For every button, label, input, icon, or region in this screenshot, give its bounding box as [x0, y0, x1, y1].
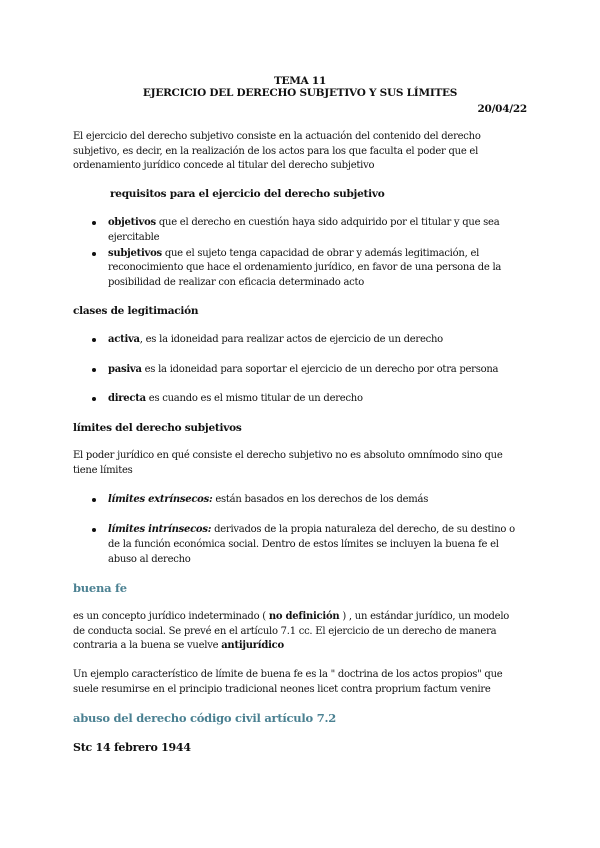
- item-continuation: reconocimiento que hace el ordenamiento jurídico, en favor de una persona de la: [108, 262, 502, 273]
- legitimacion-item-activa: [108, 333, 443, 347]
- intro-line: subjetivo, es decir, en la realización de los actos para los que faculta el poder que el: [73, 146, 479, 157]
- text: ) , un estándar jurídico, un modelo: [339, 611, 510, 622]
- buena-fe-heading: buena fe: [73, 581, 127, 595]
- legitimacion-heading: clases de legitimación: [73, 305, 199, 317]
- emphasis: no definición: [268, 611, 340, 622]
- buena-fe-line: [73, 610, 509, 624]
- intro-line: El ejercicio del derecho subjetivo consiste en la actuación del contenido del derecho: [73, 131, 481, 142]
- requisitos-heading: requisitos para el ejercicio del derecho subjetivo: [110, 188, 385, 200]
- document-date: 20/04/22: [477, 103, 527, 115]
- legitimacion-item-directa: [108, 392, 363, 406]
- limites-intro-line: tiene límites: [73, 465, 133, 476]
- item-text: es la idoneidad para soportar el ejercicio de un derecho por otra persona: [141, 364, 499, 375]
- term: límites intrínsecos:: [108, 524, 212, 535]
- item-text: derivados de la propia naturaleza del derecho, de su destino o: [211, 524, 515, 535]
- item-continuation: posibilidad de realizar con eficacia determinado acto: [108, 277, 365, 288]
- term: directa: [108, 393, 146, 404]
- limites-item-extrinsecos: [108, 493, 428, 507]
- document-title: EJERCICIO DEL DERECHO SUBJETIVO Y SUS LÍMITES: [142, 87, 458, 99]
- term: objetivos: [108, 217, 156, 228]
- stc-reference: Stc 14 febrero 1944: [73, 741, 191, 754]
- requisito-item-objetivos: [108, 216, 499, 230]
- limites-heading: límites del derecho subjetivos: [73, 422, 242, 434]
- limites-item-intrinsecos: [108, 523, 515, 537]
- bullet-icon: [92, 252, 96, 256]
- tema-number: TEMA 11: [273, 75, 327, 87]
- term: activa: [108, 334, 140, 345]
- item-continuation: abuso al derecho: [108, 554, 191, 565]
- intro-line: ordenamiento jurídico concede al titular del derecho subjetivo: [73, 160, 375, 171]
- item-text: es cuando es el mismo titular de un derecho: [145, 393, 363, 404]
- buena-fe-line: de conducta social. Se prevé en el artículo 7.1 cc. El ejercicio de un derecho de manera: [73, 626, 497, 637]
- text: es un concepto jurídico indeterminado (: [73, 611, 269, 622]
- item-text: que el derecho en cuestión haya sido adquirido por el titular y que sea: [155, 217, 500, 228]
- bullet-icon: [92, 338, 96, 342]
- item-text: están basados en los derechos de los demás: [212, 494, 429, 505]
- term: pasiva: [108, 364, 142, 375]
- requisito-item-subjetivos: [108, 247, 479, 261]
- item-text: que el sujeto tenga capacidad de obrar y además legitimación, el: [161, 248, 480, 259]
- bullet-icon: [92, 397, 96, 401]
- buena-fe-example-line: suele resumirse en el principio tradicional neones licet contra proprium factum venire: [73, 684, 491, 695]
- buena-fe-example-line: Un ejemplo característico de límite de buena fe es la " doctrina de los actos propios" que: [73, 669, 503, 680]
- bullet-icon: [92, 368, 96, 372]
- abuso-heading: abuso del derecho código civil artículo 7.2: [73, 711, 336, 725]
- item-continuation: ejercitable: [108, 232, 160, 243]
- limites-intro-line: El poder jurídico en qué consiste el derecho subjetivo no es absoluto omnímodo sino que: [73, 450, 503, 461]
- emphasis: antijurídico: [221, 640, 284, 651]
- bullet-icon: [92, 221, 96, 225]
- item-continuation: de la función económica social. Dentro de estos límites se incluyen la buena fe el: [108, 539, 499, 550]
- bullet-icon: [92, 528, 96, 532]
- buena-fe-line: [73, 639, 284, 653]
- term: límites extrínsecos:: [108, 494, 213, 505]
- item-text: , es la idoneidad para realizar actos de ejercicio de un derecho: [139, 334, 443, 345]
- text: contraria a la buena se vuelve: [73, 640, 222, 651]
- legitimacion-item-pasiva: [108, 363, 498, 377]
- term: subjetivos: [108, 248, 162, 259]
- bullet-icon: [92, 498, 96, 502]
